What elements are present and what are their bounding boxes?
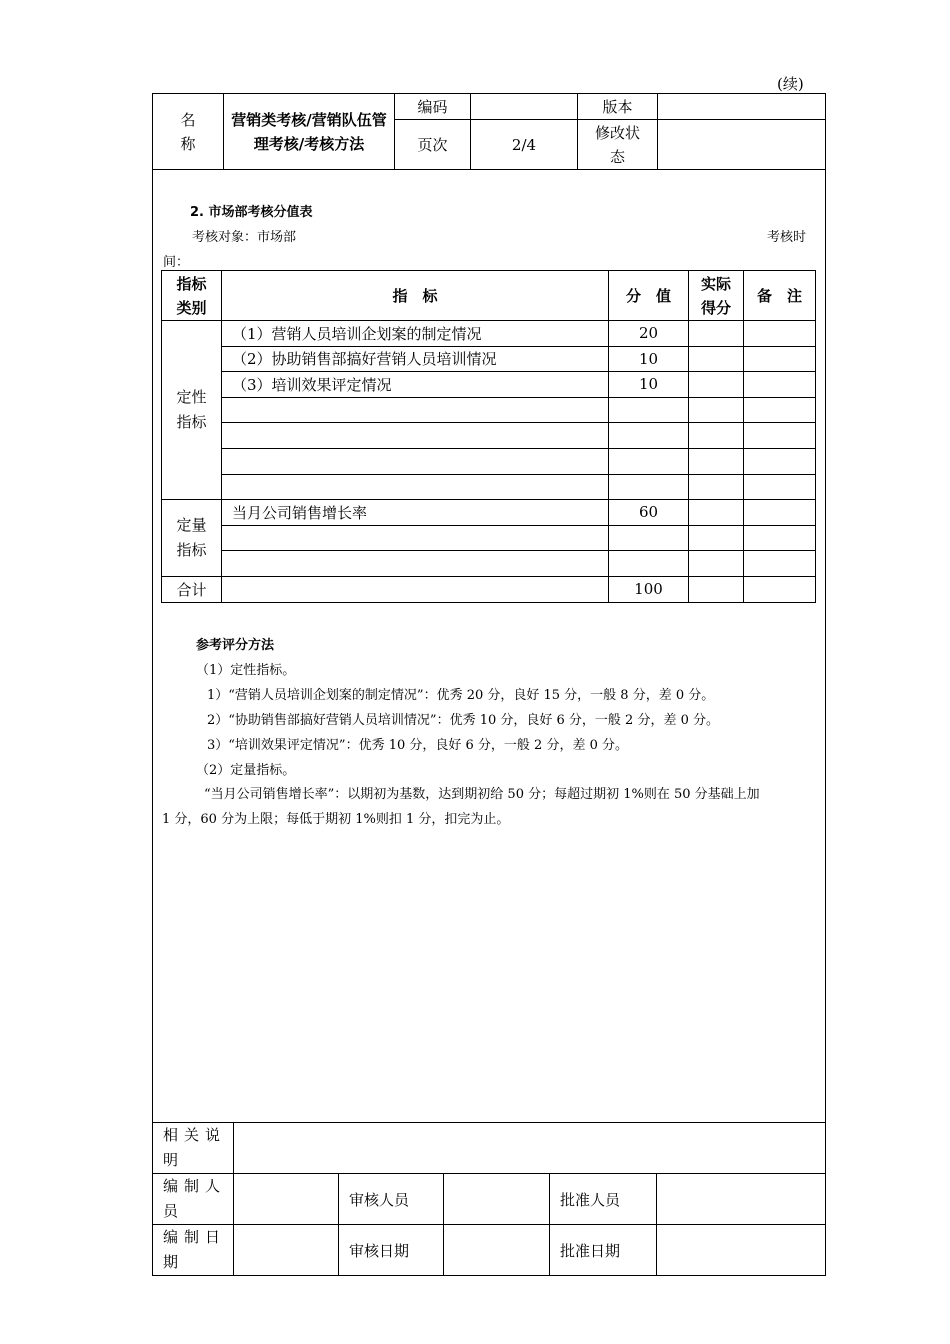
assessment-object: 考核对象：市场部: [192, 230, 297, 245]
actual-cell: [689, 551, 744, 577]
name-label: 名称: [153, 94, 224, 170]
indicator-cell: 当月公司销售增长率: [222, 500, 609, 526]
header-indicator: 指 标: [222, 271, 609, 321]
version-value: [658, 94, 826, 120]
approve-date-label: 批准日期: [550, 1225, 657, 1276]
score-cell: [609, 448, 689, 474]
reference-line: 2）“协助销售部搞好营销人员培训情况”：优秀 10 分，良好 6 分，一般 2 分，差 0 分。: [207, 713, 719, 728]
section-title: 2. 市场部考核分值表: [190, 205, 313, 220]
header-actual-score: 实际得分: [689, 271, 744, 321]
document-name: 营销类考核/营销队伍管理考核/考核方法: [224, 94, 395, 170]
preparer-label: 编制人员: [153, 1174, 234, 1225]
approver-value: [657, 1174, 826, 1225]
indicator-cell: [222, 474, 609, 500]
remark-cell: [744, 525, 816, 551]
indicator-cell: [222, 551, 609, 577]
table-row: [162, 474, 816, 500]
table-row: [162, 372, 816, 398]
footer-table: [152, 1122, 826, 1276]
remark-cell: [744, 551, 816, 577]
indicator-cell: [222, 423, 609, 449]
revision-label: 修改状态: [578, 120, 658, 170]
review-date-label: 审核日期: [339, 1225, 444, 1276]
indicator-cell: [222, 525, 609, 551]
actual-cell: [689, 525, 744, 551]
score-cell: [609, 551, 689, 577]
remark-cell: [744, 474, 816, 500]
remark-cell: [744, 397, 816, 423]
code-label: 编码: [395, 94, 471, 120]
actual-cell: [689, 448, 744, 474]
code-value: [471, 94, 578, 120]
preparer-value: [234, 1174, 339, 1225]
actual-cell: [689, 321, 744, 347]
assessment-time-label-cont: 间：: [163, 255, 190, 270]
total-indicator-cell: [222, 576, 609, 602]
total-label: 合计: [162, 576, 222, 602]
total-score: 100: [609, 576, 689, 602]
page-value: 2/4: [471, 120, 578, 170]
score-cell: 60: [609, 500, 689, 526]
remark-cell: [744, 423, 816, 449]
remark-cell: [744, 448, 816, 474]
reference-line: 3）“培训效果评定情况”：优秀 10 分，良好 6 分，一般 2 分，差 0 分。: [207, 738, 628, 753]
table-row: [162, 397, 816, 423]
reference-line: “当月公司销售增长率”：以期初为基数，达到期初给 50 分；每超过期初 1%则在 50 分基础上加: [204, 787, 760, 802]
header-score: 分 值: [609, 271, 689, 321]
reference-line: （1）定性指标。: [196, 663, 296, 678]
score-cell: 10: [609, 346, 689, 372]
total-row: [162, 576, 816, 602]
prep-date-value: [234, 1225, 339, 1276]
header-remark: 备 注: [744, 271, 816, 321]
actual-cell: [689, 500, 744, 526]
prep-date-label: 编制日期: [153, 1225, 234, 1276]
indicator-cell: （1）营销人员培训企划案的制定情况: [222, 321, 609, 347]
table-row: [162, 448, 816, 474]
actual-cell: [689, 346, 744, 372]
document-header-table: [152, 93, 826, 170]
score-cell: [609, 423, 689, 449]
table-row: [162, 500, 816, 526]
remark-cell: [744, 372, 816, 398]
related-value: [234, 1123, 826, 1174]
actual-cell: [689, 423, 744, 449]
reference-line: 1）“营销人员培训企划案的制定情况”：优秀 20 分，良好 15 分，一般 8 分，差 0 分。: [207, 688, 715, 703]
reference-title: 参考评分方法: [196, 638, 275, 653]
actual-cell: [689, 474, 744, 500]
remark-cell: [744, 576, 816, 602]
continued-label: (续): [777, 75, 804, 93]
reviewer-value: [444, 1174, 550, 1225]
indicator-cell: （3）培训效果评定情况: [222, 372, 609, 398]
remark-cell: [744, 346, 816, 372]
score-cell: [609, 474, 689, 500]
related-label: 相关说明: [153, 1123, 234, 1174]
reference-line: 1 分，60 分为上限；每低于期初 1%则扣 1 分，扣完为止。: [162, 812, 510, 827]
reference-line: （2）定量指标。: [196, 763, 296, 778]
indicator-cell: （2）协助销售部搞好营销人员培训情况: [222, 346, 609, 372]
indicator-cell: [222, 448, 609, 474]
actual-cell: [689, 397, 744, 423]
reviewer-label: 审核人员: [339, 1174, 444, 1225]
header-category: 指标类别: [162, 271, 222, 321]
qualitative-category: 定性指标: [162, 321, 222, 500]
score-cell: [609, 397, 689, 423]
revision-value: [658, 120, 826, 170]
table-row: [162, 551, 816, 577]
actual-cell: [689, 372, 744, 398]
approve-date-value: [657, 1225, 826, 1276]
score-cell: 10: [609, 372, 689, 398]
page-label: 页次: [395, 120, 471, 170]
approver-label: 批准人员: [550, 1174, 657, 1225]
remark-cell: [744, 321, 816, 347]
table-row: [162, 346, 816, 372]
version-label: 版本: [578, 94, 658, 120]
score-cell: [609, 525, 689, 551]
indicator-cell: [222, 397, 609, 423]
remark-cell: [744, 500, 816, 526]
assessment-time-label: 考核时: [767, 230, 807, 245]
review-date-value: [444, 1225, 550, 1276]
table-row: [162, 321, 816, 347]
quantitative-category: 定量指标: [162, 500, 222, 577]
score-table: [161, 270, 816, 603]
table-row: [162, 423, 816, 449]
actual-cell: [689, 576, 744, 602]
table-row: [162, 525, 816, 551]
score-cell: 20: [609, 321, 689, 347]
